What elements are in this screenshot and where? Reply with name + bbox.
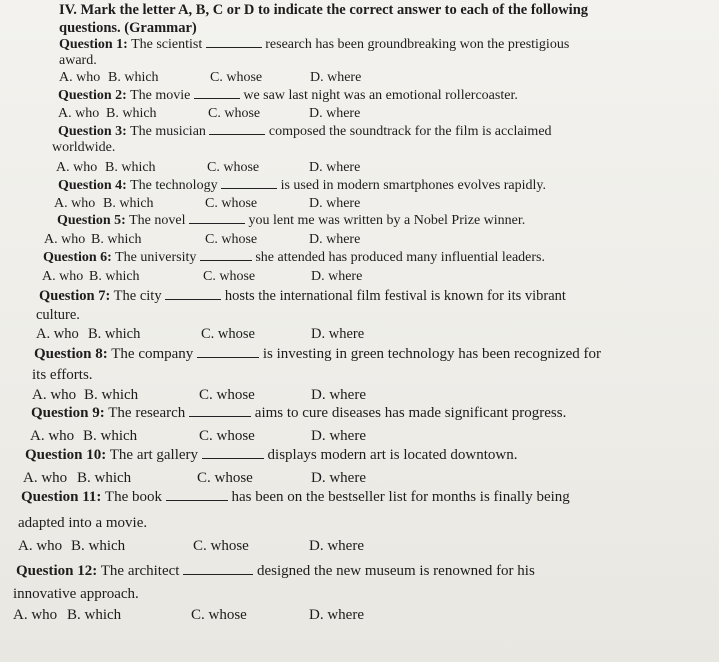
option-d[interactable]: D. where xyxy=(309,196,361,211)
option-a[interactable]: A. who xyxy=(44,232,86,247)
option-b[interactable]: B. which xyxy=(88,326,141,342)
question-4-blank[interactable] xyxy=(221,187,277,189)
option-c[interactable]: C. whose xyxy=(193,538,249,554)
question-2-stem-after: we saw last night was an emotional rollercoaster. xyxy=(243,88,518,103)
question-11 xyxy=(21,490,570,505)
option-d[interactable]: D. where xyxy=(311,470,366,486)
question-2-label: Question 2: xyxy=(58,88,127,103)
option-c[interactable]: C. whose xyxy=(205,196,258,211)
option-c[interactable]: C. whose xyxy=(207,160,260,175)
question-8-blank[interactable] xyxy=(197,356,259,358)
question-9 xyxy=(31,406,566,421)
option-b[interactable]: B. which xyxy=(91,232,142,247)
option-c[interactable]: C. whose xyxy=(205,232,258,247)
question-1-stem-before: The scientist xyxy=(131,37,203,52)
question-10 xyxy=(25,448,518,463)
question-10-stem-before: The art gallery xyxy=(109,447,199,463)
question-8-label: Question 8: xyxy=(34,346,108,362)
option-c[interactable]: C. whose xyxy=(208,106,261,121)
question-12-label: Question 12: xyxy=(16,563,98,579)
option-a[interactable]: A. who xyxy=(18,538,63,554)
question-4 xyxy=(58,179,546,193)
question-9-stem-after: aims to cure diseases has made significant progress. xyxy=(254,405,567,421)
option-a[interactable]: A. who xyxy=(56,160,98,175)
option-c[interactable]: C. whose xyxy=(203,269,256,284)
question-7-label: Question 7: xyxy=(39,288,111,304)
option-b[interactable]: B. which xyxy=(105,160,156,175)
option-b[interactable]: B. which xyxy=(83,428,138,444)
section-instruction-line1: IV. Mark the letter A, B, C or D to indicate the correct answer to each of the following xyxy=(59,2,589,18)
option-b[interactable]: B. which xyxy=(84,387,139,403)
option-a[interactable]: A. who xyxy=(59,70,101,85)
question-12 xyxy=(16,564,535,579)
option-c[interactable]: C. whose xyxy=(199,428,255,444)
option-b[interactable]: B. which xyxy=(106,106,157,121)
question-5-blank[interactable] xyxy=(189,222,245,224)
question-12-blank[interactable] xyxy=(183,573,253,575)
option-c[interactable]: C. whose xyxy=(201,326,255,342)
question-8-stem-before: The company xyxy=(111,346,194,362)
question-11-stem-before: The book xyxy=(104,489,162,505)
question-9-label: Question 9: xyxy=(31,405,105,421)
question-10-stem-after: displays modern art is located downtown. xyxy=(267,447,518,463)
option-a[interactable]: A. who xyxy=(13,607,58,623)
question-10-label: Question 10: xyxy=(25,447,107,463)
question-7 xyxy=(39,289,566,304)
question-11-stem-after: has been on the bestseller list for months is finally being xyxy=(231,489,570,505)
question-3-blank[interactable] xyxy=(209,133,265,135)
question-7-stem-after: hosts the international film festival is known for its vibrant xyxy=(224,288,566,304)
question-1-continuation: award. xyxy=(59,53,97,68)
question-1-label: Question 1: xyxy=(59,37,128,52)
question-11-continuation: adapted into a movie. xyxy=(18,515,148,531)
question-3-label: Question 3: xyxy=(58,124,127,139)
question-4-stem-before: The technology xyxy=(130,178,218,193)
question-6 xyxy=(43,251,545,265)
option-a[interactable]: A. who xyxy=(42,269,84,284)
question-3 xyxy=(58,125,552,139)
option-a[interactable]: A. who xyxy=(30,428,75,444)
option-c[interactable]: C. whose xyxy=(199,387,255,403)
question-9-stem-before: The research xyxy=(108,405,186,421)
option-b[interactable]: B. which xyxy=(67,607,122,623)
option-a[interactable]: A. who xyxy=(32,387,77,403)
option-b[interactable]: B. which xyxy=(71,538,126,554)
question-2-blank[interactable] xyxy=(194,97,240,99)
option-a[interactable]: A. who xyxy=(58,106,100,121)
question-4-label: Question 4: xyxy=(58,178,127,193)
option-a[interactable]: A. who xyxy=(23,470,68,486)
option-a[interactable]: A. who xyxy=(54,196,96,211)
question-12-continuation: innovative approach. xyxy=(13,586,139,602)
question-5-label: Question 5: xyxy=(57,213,126,228)
question-7-continuation: culture. xyxy=(36,307,80,323)
question-8-stem-after: is investing in green technology has been recognized for xyxy=(262,346,602,362)
question-5-stem-before: The novel xyxy=(129,213,186,228)
question-1-blank[interactable] xyxy=(206,46,262,48)
option-d[interactable]: D. where xyxy=(311,387,366,403)
question-3-stem-before: The musician xyxy=(130,124,206,139)
question-1-stem-after: research has been groundbreaking won the prestigious xyxy=(265,37,570,52)
option-d[interactable]: D. where xyxy=(309,106,361,121)
question-12-stem-before: The architect xyxy=(100,563,180,579)
option-a[interactable]: A. who xyxy=(36,326,79,342)
question-1 xyxy=(59,38,569,52)
question-3-continuation: worldwide. xyxy=(52,140,116,155)
option-c[interactable]: C. whose xyxy=(210,70,263,85)
question-8-continuation: its efforts. xyxy=(32,367,93,383)
section-instruction-line2: questions. (Grammar) xyxy=(59,20,197,36)
option-d[interactable]: D. where xyxy=(311,428,366,444)
question-8 xyxy=(34,347,601,362)
option-c[interactable]: C. whose xyxy=(191,607,247,623)
option-b[interactable]: B. which xyxy=(108,70,159,85)
question-2 xyxy=(58,89,518,103)
question-3-stem-after: composed the soundtrack for the film is acclaimed xyxy=(268,124,552,139)
question-6-stem-before: The university xyxy=(115,250,197,265)
question-11-label: Question 11: xyxy=(21,489,102,505)
option-b[interactable]: B. which xyxy=(89,269,140,284)
option-c[interactable]: C. whose xyxy=(197,470,253,486)
question-4-stem-after: is used in modern smartphones evolves rapidly. xyxy=(280,178,547,193)
option-b[interactable]: B. which xyxy=(77,470,132,486)
question-9-blank[interactable] xyxy=(189,415,251,417)
option-d[interactable]: D. where xyxy=(311,326,365,342)
question-7-blank[interactable] xyxy=(165,298,221,300)
question-11-blank[interactable] xyxy=(166,499,228,501)
option-d[interactable]: D. where xyxy=(309,160,361,175)
question-6-blank[interactable] xyxy=(200,259,252,261)
question-12-stem-after: designed the new museum is renowned for his xyxy=(256,563,535,579)
question-5-stem-after: you lent me was written by a Nobel Prize winner. xyxy=(248,213,526,228)
option-d[interactable]: D. where xyxy=(309,607,364,623)
question-6-label: Question 6: xyxy=(43,250,112,265)
question-5 xyxy=(57,214,525,228)
option-d[interactable]: D. where xyxy=(311,269,363,284)
question-10-blank[interactable] xyxy=(202,457,264,459)
question-6-stem-after: she attended has produced many influential leaders. xyxy=(255,250,545,265)
option-d[interactable]: D. where xyxy=(310,70,362,85)
question-2-stem-before: The movie xyxy=(130,88,191,103)
question-7-stem-before: The city xyxy=(113,288,162,304)
option-d[interactable]: D. where xyxy=(309,538,364,554)
option-d[interactable]: D. where xyxy=(309,232,361,247)
option-b[interactable]: B. which xyxy=(103,196,154,211)
